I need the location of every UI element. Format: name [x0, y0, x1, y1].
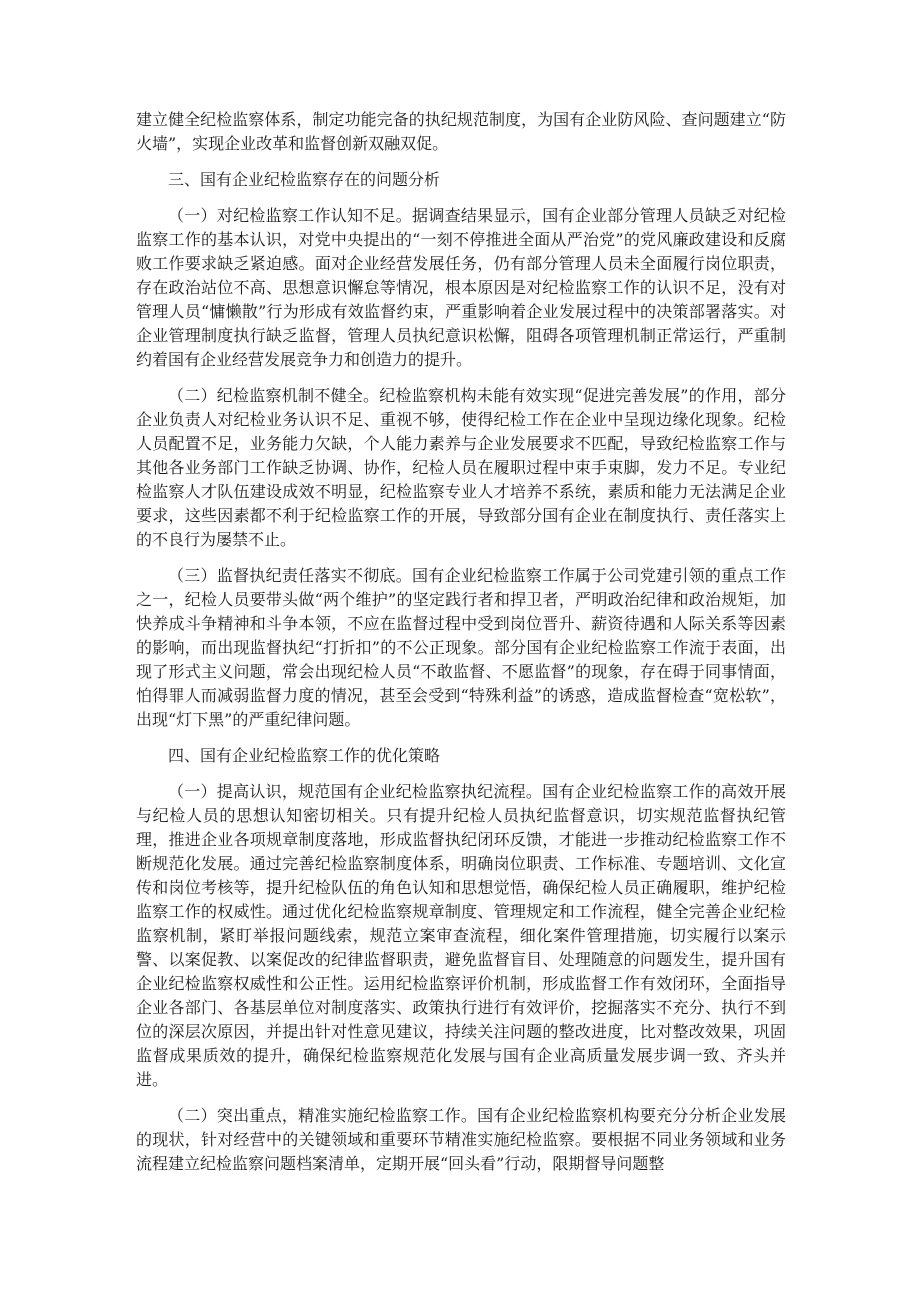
section-heading-3: 三、国有企业纪检监察存在的问题分析: [168, 170, 441, 189]
paragraph-3-2: （二）纪检监察机制不健全。纪检监察机构未能有效实现“促进完善发展”的作用，部分企业负责人对纪检业务认识不足、重视不够，使得纪检工作在企业中呈现边缘化现象。纪检人员配置不足，业务能力欠缺，个人能力素养与企业发展要求不匹配，导致纪检监察工作与其他各业务部门工作缺乏协调、协作，纪检人员在履职过程中束手束脚，发力不足。专业纪检监察人才队伍建设成效不明显，纪检监察专业人才培养不系统，素质和能力无法满足企业要求，这些因素都不利于纪检监察工作的开展，导致部分国有企业在制度执行、责任落实上的不良行为屡禁不止。: [136, 386, 786, 549]
paragraph-4-2: （二）突出重点，精准实施纪检监察工作。国有企业纪检监察机构要充分分析企业发展的现状，针对经营中的关键领域和重要环节精准实施纪检监察。要根据不同业务领域和业务流程建立纪检监察问题档案清单，定期开展“回头看”行动，限期督导问题整: [136, 1106, 786, 1173]
paragraph-intro-continuation: 建立健全纪检监察体系，制定功能完备的执纪规范制度，为国有企业防风险、查问题建立“防火墙”，实现企业改革和监督创新双融双促。: [136, 110, 786, 153]
paragraph-3-3: （三）监督执纪责任落实不彻底。国有企业纪检监察工作属于公司党建引领的重点工作之一，纪检人员要带头做“两个维护”的坚定践行者和捍卫者，严明政治纪律和政治规矩，加快养成斗争精神和斗争本领，不应在监督过程中受到岗位晋升、薪资待遇和人际关系等因素的影响，而出现监督执纪“打折扣”的不公正现象。部分国有企业纪检监察工作流于表面，出现了形式主义问题，常会出现纪检人员“不敢监督、不愿监督”的现象，存在碍于同事情面，怕得罪人而减弱监督力度的情况，甚至会受到“特殊利益”的诱惑，造成监督检查“宽松软”，出现“灯下黑”的严重纪律问题。: [136, 566, 786, 729]
section-heading-4: 四、国有企业纪检监察工作的优化策略: [168, 746, 441, 765]
paragraph-3-1: （一）对纪检监察工作认知不足。据调查结果显示，国有企业部分管理人员缺乏对纪检监察工作的基本认识，对党中央提出的“一刻不停推进全面从严治党”的党风廉政建设和反腐败工作要求缺乏紧迫感。面对企业经营发展任务，仍有部分管理人员未全面履行岗位职责，存在政治站位不高、思想意识懈怠等情况，根本原因是对纪检监察工作的认识不足，没有对管理人员“慵懒散”行为形成有效监督约束，严重影响着企业发展过程中的决策部署落实。对企业管理制度执行缺乏监督，管理人员执纪意识松懈，阻碍各项管理机制正常运行，严重制约着国有企业经营发展竞争力和创造力的提升。: [136, 206, 786, 369]
paragraph-4-1: （一）提高认识，规范国有企业纪检监察执纪流程。国有企业纪检监察工作的高效开展与纪检人员的思想认知密切相关。只有提升纪检人员执纪监督意识，切实规范监督执纪管理，推进企业各项规章制度落地，形成监督执纪闭环反馈，才能进一步推动纪检监察工作不断规范化发展。通过完善纪检监察制度体系，明确岗位职责、工作标准、专题培训、文化宣传和岗位考核等，提升纪检队伍的角色认知和思想觉悟，确保纪检人员正确履职，维护纪检监察工作的权威性。通过优化纪检监察规章制度、管理规定和工作流程，健全完善企业纪检监察机制，紧盯举报问题线索，规范立案审查流程，细化案件管理措施，切实履行以案示警、以案促教、以案促改的纪律监督职责，避免监督盲目、处理随意的问题发生，提升国有企业纪检监察权威性和公正性。运用纪检监察评价机制，形成监督工作有效闭环，全面指导企业各部门、各基层单位对制度落实、政策执行进行有效评价，挖掘落实不充分、执行不到位的深层次原因，并提出针对性意见建议，持续关注问题的整改进度，比对整改效果，巩固监督成果质效的提升，确保纪检监察规范化发展与国有企业高质量发展步调一致、齐头并进。: [136, 782, 786, 1089]
document-page: [136, 108, 786, 1188]
